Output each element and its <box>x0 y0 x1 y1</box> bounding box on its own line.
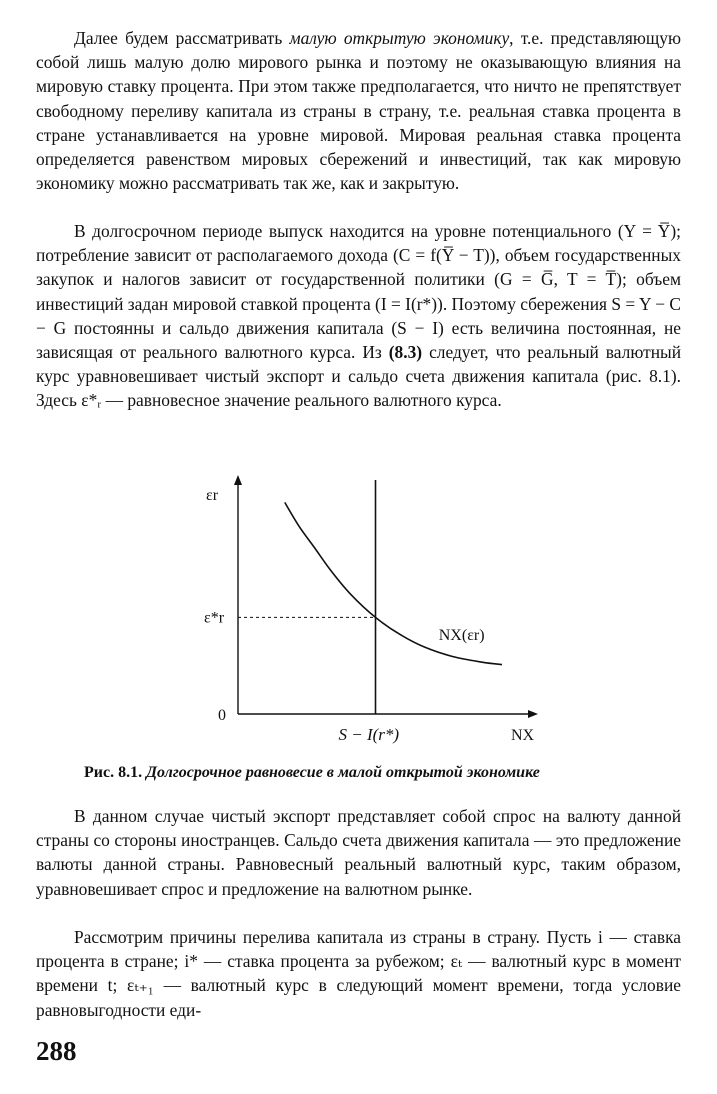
origin-label: 0 <box>218 707 226 724</box>
paragraph-capital-flow: Рассмотрим причины перелива капитала из страны в страну. Пусть i — ставка процента в стране; i* — ставка процента за рубежом; εₜ — валютный курс в момент времени t; εₜ₊₁ — валютный курс в следующий момент времени, тогда условие равновыгодности еди- <box>36 927 681 1020</box>
caption-title: Долгосрочное равновесие в малой открытой экономике <box>146 764 540 781</box>
paragraph-demand: В данном случае чистый экспорт представляет собой спрос на валюту данной страны со стороны иностранцев. Сальдо счета движения капитала — это предложение валюты данной страны. Равновесный реальный валютный курс, таким образом, уравновешивает спрос и предложение на валютном рынке. <box>36 806 681 899</box>
term-small-open-economy: малую открытую экономику <box>289 28 510 48</box>
paragraph-intro: Далее будем рассматривать малую открытую экономику, т.е. представляющую собой лишь малую долю мирового рынка и поэтому не оказывающую влияния на мировую ставку процента. При этом также предполагается, что ничто не препятствует свободному переливу капитала из страны в страну, т.е. реальная ставка процента в стране устанавливается на уровне мировой. Мировая реальная ставка процента определяется равенством мировых сбережений и инвестиций, так как мировую экономику можно рассматривать так же, как и закрытую. <box>36 28 681 194</box>
page-number: 288 <box>36 1036 77 1066</box>
equation-reference: (8.3) <box>388 342 423 363</box>
curve-label: NX(εr) <box>438 627 485 645</box>
equilibrium-rate-label: ε*r <box>204 609 225 627</box>
x-axis-label: NX <box>511 727 535 744</box>
caption-label: Рис. 8.1. <box>84 764 143 781</box>
y-axis-label: εr <box>206 487 219 504</box>
figure-caption <box>84 764 540 782</box>
figure-8-1-chart <box>180 470 540 755</box>
capital-account-label: S − I(r*) <box>338 725 400 744</box>
paragraph-long-run: В долгосрочном периоде выпуск находится на уровне потенциального (Y = Y̅); потребление зависит от располагаемого дохода (C = f(Y̅ − T)), объем государственных закупок и налогов зависит от государственной политики (G = G̅, T = T̅); объем инвестиций задан мировой ставкой процента (I = I(r*)). Поэтому сбережения S = Y − C − G постоянны и сальдо движения капитала (S − I) есть величина постоянная, не зависящая от реального валютного курса. Из (8.3) следует, что реальный валютный курс уравновешивает чистый экспорт и сальдо счета движения капитала (рис. 8.1). Здесь ε*ᵣ — равновесное значение реального валютного курса. <box>36 221 681 411</box>
